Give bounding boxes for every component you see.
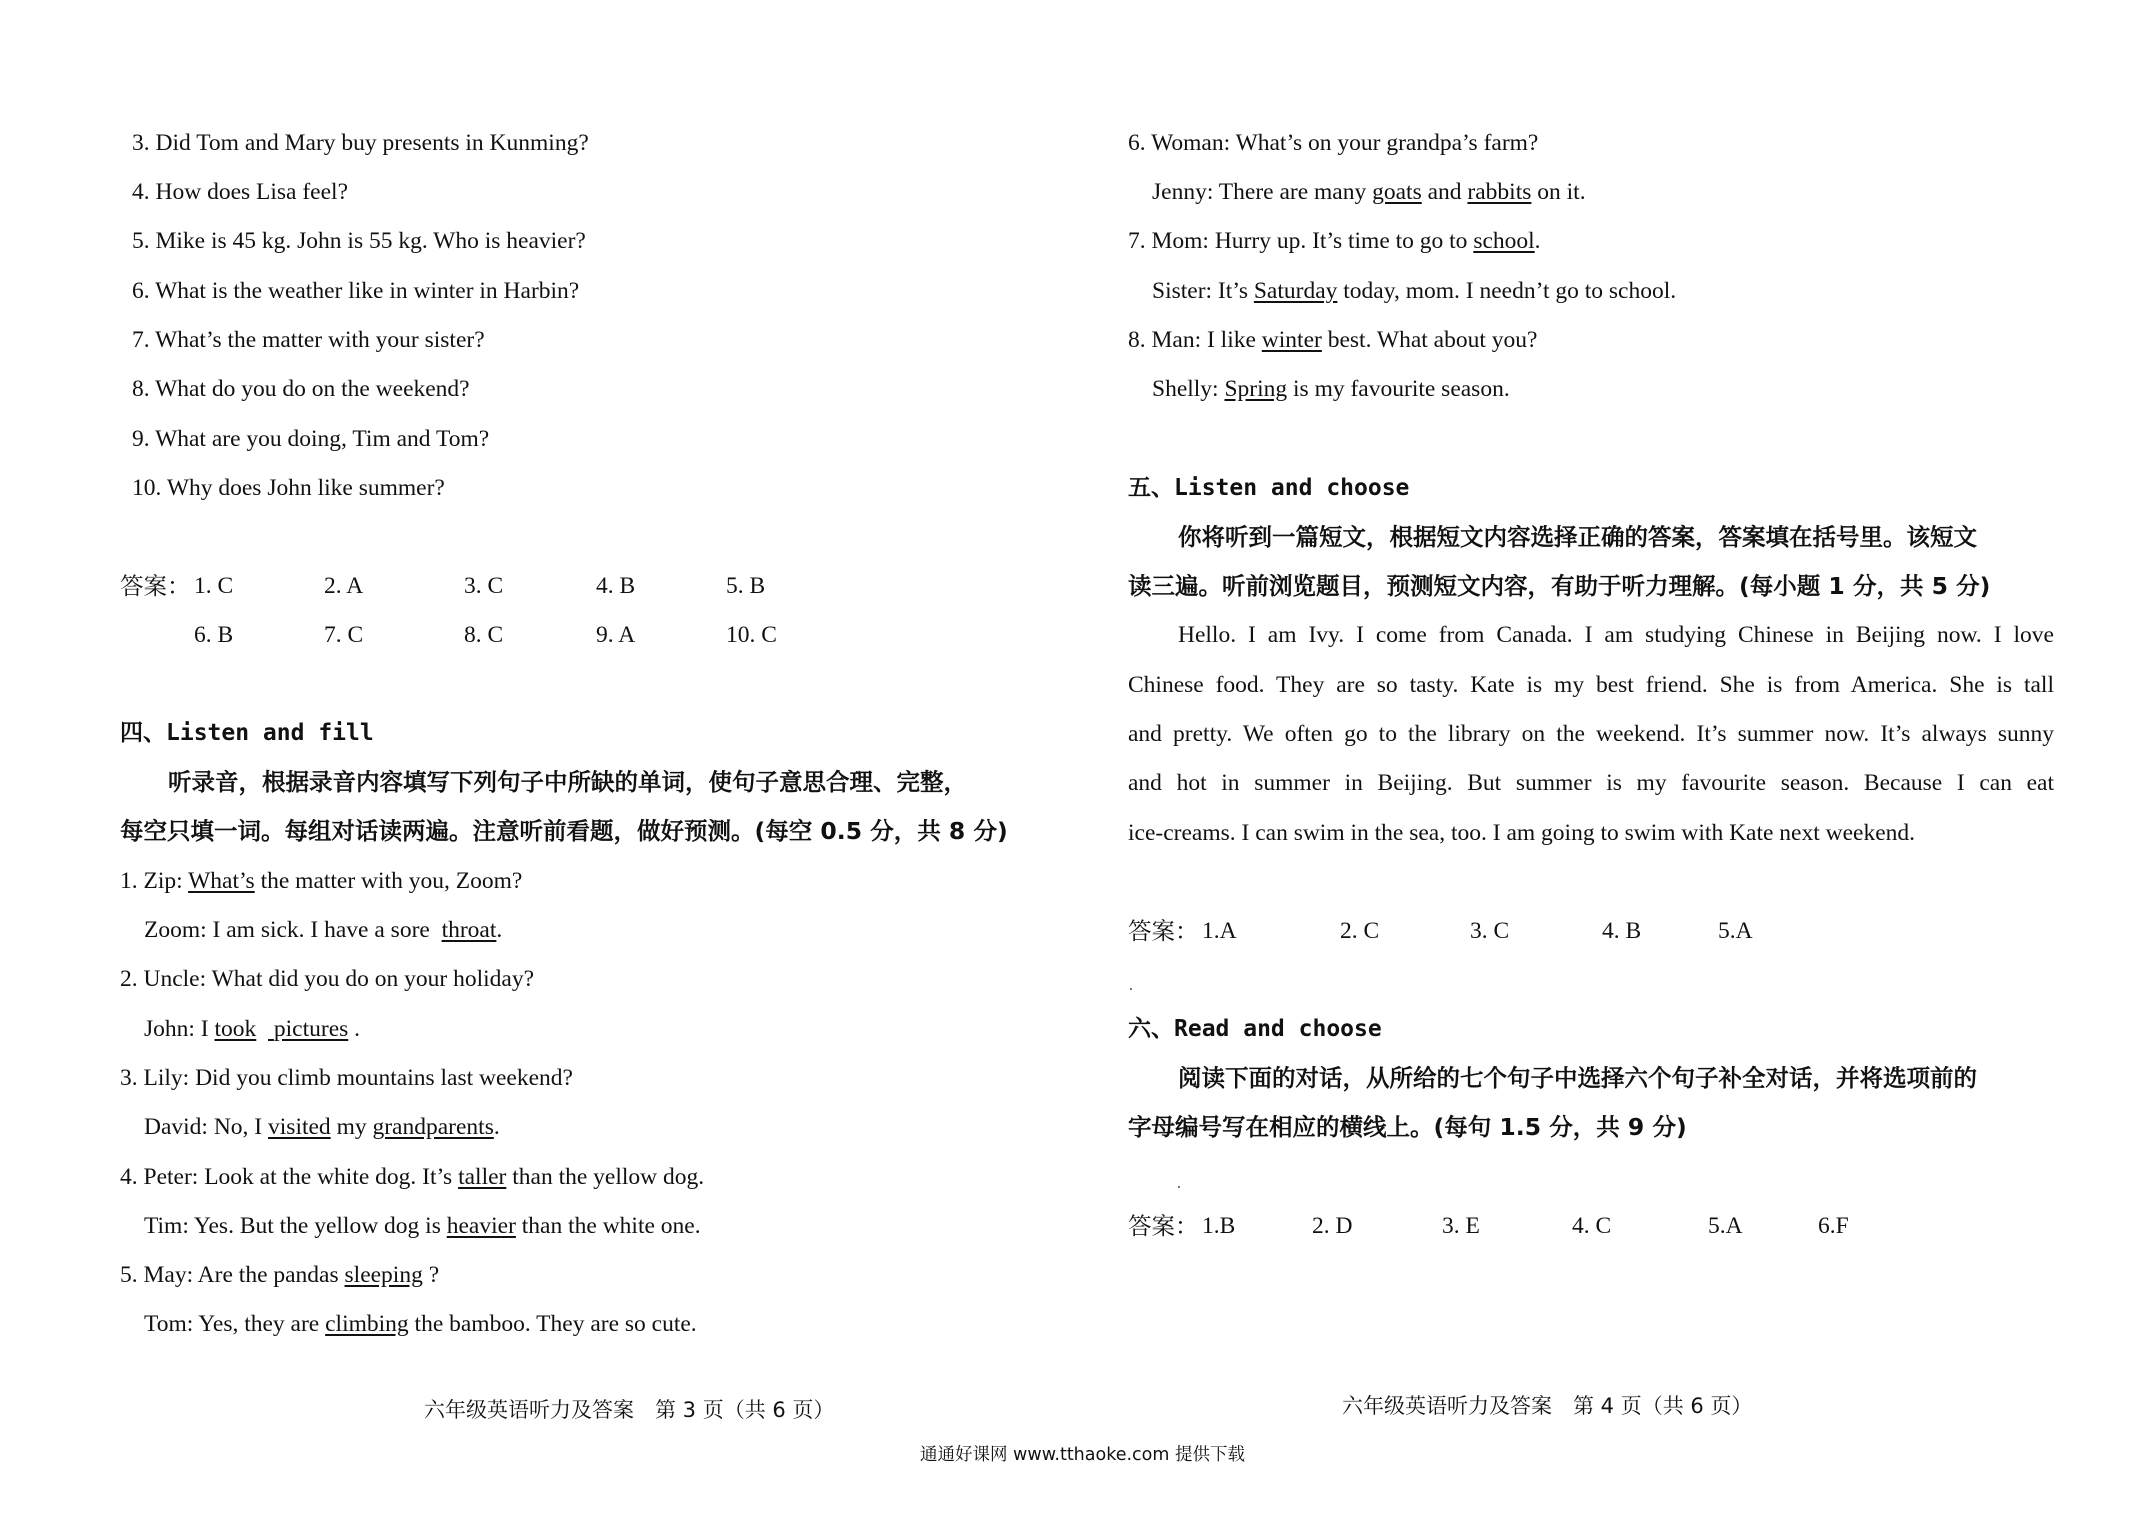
answer-item: 1.B: [1202, 1213, 1236, 1239]
answer-item: 5.A: [1718, 918, 1753, 944]
answer-label: 答案：: [1128, 1212, 1199, 1240]
answer-item: 5.A: [1708, 1213, 1743, 1239]
answer-blank: grandparents: [372, 1114, 494, 1140]
answer-blank: sleeping: [344, 1262, 423, 1288]
answer-label: 答案：: [1128, 917, 1199, 945]
section6-instruction-line1: 阅读下面的对话，从所给的七个句子中选择六个句子补全对话，并将选项前的: [1178, 1064, 1977, 1092]
page-3-footer: 六年级英语听力及答案 第 3 页（共 6 页）: [424, 1398, 835, 1422]
answer-blank: climbing: [325, 1311, 409, 1337]
answer-blank: pictures: [273, 1016, 349, 1042]
passage-line: and hot in summer in Beijing. But summer is my favourite season. Because I can eat: [1128, 770, 2054, 796]
answer-blank: taller: [458, 1164, 507, 1190]
question-6: 6. What is the weather like in winter in Harbin?: [132, 278, 580, 304]
answer-item: 2. A: [324, 573, 364, 599]
dialogue-8-line-a: 8. Man: I like winter best. What about you?: [1128, 327, 1538, 353]
dialogue-7-line-b: Sister: It’s Saturday today, mom. I needn’t go to school.: [1152, 278, 1677, 304]
question-3: 3. Did Tom and Mary buy presents in Kunming?: [132, 130, 589, 156]
answer-blank: goats: [1372, 179, 1422, 205]
stray-mark: [1178, 1186, 1180, 1188]
stray-mark: [1130, 988, 1132, 990]
question-7: 7. What’s the matter with your sister?: [132, 327, 485, 353]
section4-instruction-line2: 每空只填一词。每组对话读两遍。注意听前看题，做好预测。(每空 0.5 分，共 8 分): [120, 817, 1008, 845]
dialogue-7-line-a: 7. Mom: Hurry up. It’s time to go to school.: [1128, 228, 1541, 254]
answer-item: 4. B: [1602, 918, 1642, 944]
dialogue-2-line-b: John: I took pictures .: [144, 1016, 361, 1042]
question-4: 4. How does Lisa feel?: [132, 179, 348, 205]
answer-item: 4. C: [1572, 1213, 1612, 1239]
question-5: 5. Mike is 45 kg. John is 55 kg. Who is heavier?: [132, 228, 586, 254]
dialogue-4-line-a: 4. Peter: Look at the white dog. It’s taller than the yellow dog.: [120, 1164, 705, 1190]
answer-blank: Spring: [1224, 376, 1288, 402]
dialogue-1-line-b: Zoom: I am sick. I have a sore throat.: [144, 917, 503, 943]
answer-item: 2. D: [1312, 1213, 1353, 1239]
question-9: 9. What are you doing, Tim and Tom?: [132, 426, 490, 452]
answer-item: 1. C: [194, 573, 234, 599]
section6-heading: 六、Read and choose: [1128, 1016, 1382, 1042]
answer-label: 答案：: [120, 572, 191, 600]
section6-instruction-line2: 字母编号写在相应的横线上。(每句 1.5 分，共 9 分): [1128, 1113, 1687, 1141]
section5-instruction-line2: 读三遍。听前浏览题目，预测短文内容，有助于听力理解。(每小题 1 分，共 5 分): [1128, 572, 1991, 600]
answer-blank: took: [214, 1016, 257, 1042]
answer-item: 7. C: [324, 622, 364, 648]
answer-blank: throat: [441, 917, 497, 943]
answer-item: 4. B: [596, 573, 636, 599]
answer-item: 6. B: [194, 622, 234, 648]
answer-item: 10. C: [726, 622, 777, 648]
question-8: 8. What do you do on the weekend?: [132, 376, 470, 402]
answer-blank: visited: [268, 1114, 331, 1140]
passage-line: and pretty. We often go to the library on the weekend. It’s summer now. It’s always sunny: [1128, 721, 2054, 747]
dialogue-4-line-b: Tim: Yes. But the yellow dog is heavier than the white one.: [144, 1213, 701, 1239]
answer-item: 3. C: [464, 573, 504, 599]
dialogue-2-line-a: 2. Uncle: What did you do on your holiday?: [120, 966, 535, 992]
passage-line: ice-creams. I can swim in the sea, too. I am going to swim with Kate next weekend.: [1128, 820, 1916, 846]
section5-heading: 五、Listen and choose: [1128, 475, 1410, 501]
answer-blank: rabbits: [1467, 179, 1532, 205]
answer-blank: winter: [1261, 327, 1322, 353]
answer-item: 9. A: [596, 622, 636, 648]
answer-item: 6.F: [1818, 1213, 1849, 1239]
answer-blank: What’s: [188, 868, 255, 894]
page-4-footer: 六年级英语听力及答案 第 4 页（共 6 页）: [1342, 1394, 1753, 1418]
answer-item: 2. C: [1340, 918, 1380, 944]
answer-item: 8. C: [464, 622, 504, 648]
dialogue-8-line-b: Shelly: Spring is my favourite season.: [1152, 376, 1510, 402]
answer-item: 5. B: [726, 573, 766, 599]
answer-blank: heavier: [446, 1213, 516, 1239]
passage-line: Hello. I am Ivy. I come from Canada. I am studying Chinese in Beijing now. I love: [1178, 622, 2054, 648]
dialogue-5-line-a: 5. May: Are the pandas sleeping ?: [120, 1262, 440, 1288]
dialogue-3-line-b: David: No, I visited my grandparents.: [144, 1114, 500, 1140]
dialogue-6-line-a: 6. Woman: What’s on your grandpa’s farm?: [1128, 130, 1539, 156]
answer-blank: school: [1473, 228, 1535, 254]
answer-item: 3. E: [1442, 1213, 1480, 1239]
dialogue-1-line-a: 1. Zip: What’s the matter with you, Zoom?: [120, 868, 523, 894]
section4-instruction-line1: 听录音，根据录音内容填写下列句子中所缺的单词，使句子意思合理、完整，: [168, 768, 967, 796]
dialogue-5-line-b: Tom: Yes, they are climbing the bamboo. They are so cute.: [144, 1311, 697, 1337]
dialogue-6-line-b: Jenny: There are many goats and rabbits on it.: [1152, 179, 1586, 205]
dialogue-3-line-a: 3. Lily: Did you climb mountains last weekend?: [120, 1065, 573, 1091]
answer-item: 3. C: [1470, 918, 1510, 944]
site-download-credit: 通通好课网 www.tthaoke.com 提供下载: [920, 1445, 1245, 1465]
answer-item: 1.A: [1202, 918, 1237, 944]
section4-heading: 四、Listen and fill: [120, 720, 374, 746]
section5-instruction-line1: 你将听到一篇短文，根据短文内容选择正确的答案，答案填在括号里。该短文: [1178, 523, 1977, 551]
question-10: 10. Why does John like summer?: [132, 475, 445, 501]
passage-line: Chinese food. They are so tasty. Kate is my best friend. She is from America. She is tall: [1128, 672, 2054, 698]
answer-blank: Saturday: [1253, 278, 1338, 304]
